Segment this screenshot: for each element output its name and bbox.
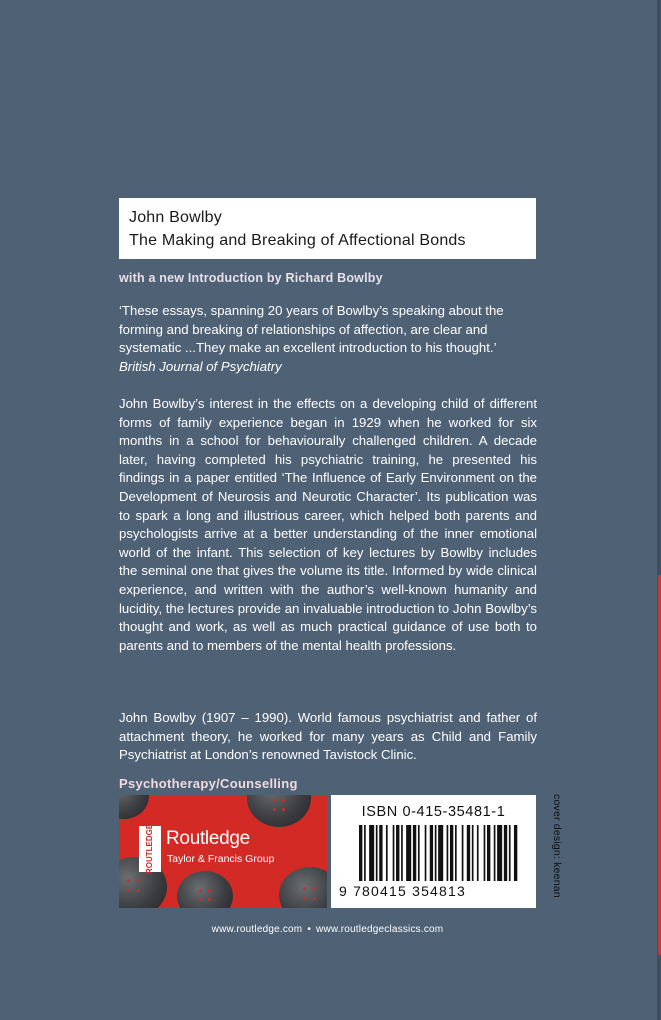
quote-text: ‘These essays, spanning 20 years of Bowlby’s speaking about the forming and breaking of relationships of affection, are clear and systematic ...They make an excellent introduction to his thought.’ xyxy=(119,303,504,356)
barcode-bar xyxy=(467,825,470,881)
barcode-bar xyxy=(376,825,378,881)
book-description: John Bowlby’s interest in the effects on a developing child of different forms of family experience began in 1929 when he worked for six months in a school for behaviourally challenged children. A decade later, having completed his psychiatric training, he presented his findings in a paper entitled ‘The Influence of Early Environment on the Development of Neurosis and Neurotic Character’. Its publication was to spark a long and illustrious career, which helped both parents and psychologists arrive at a better understanding of the inner emotional world of the infant. This selection of key lectures by Bowlby includes the seminal one that gives the volume its title. Informed by wide clinical experience, and written with the author’s well-known humanity and lucidity, the lectures provide an invaluable introduction to John Bowlby’s thought and work, as well as much practical guidance of use both to parents and to members of the mental health professions. xyxy=(119,396,537,653)
footer-urls xyxy=(0,924,655,935)
review-quote xyxy=(119,302,539,376)
title-box xyxy=(119,198,536,259)
barcode-bar xyxy=(438,825,443,881)
button-image-2 xyxy=(177,871,233,908)
barcode-icon xyxy=(359,825,519,881)
barcode-bar xyxy=(462,825,464,881)
barcode-bar xyxy=(472,825,474,881)
barcode-bar xyxy=(396,825,399,881)
barcode-bar xyxy=(455,825,457,881)
isbn-barcode-panel xyxy=(331,795,536,908)
publisher-logo-panel xyxy=(119,795,327,908)
barcode-bar xyxy=(477,825,479,881)
barcode-bar xyxy=(450,825,453,881)
author-bio: John Bowlby (1907 – 1990). World famous psychiatrist and father of attachment theory, he worked for many years as Child and Family Psychiatrist at London’s renowned Tavistock Clinic. xyxy=(119,710,537,763)
barcode-bar xyxy=(369,825,374,881)
author-name: John Bowlby xyxy=(129,209,222,226)
button-image-3 xyxy=(247,795,311,827)
barcode-bar xyxy=(386,825,388,881)
barcode-digits: 9 780415 354813 xyxy=(339,883,466,899)
barcode-bar xyxy=(364,825,366,881)
barcode-bar xyxy=(435,825,437,881)
barcode-bar xyxy=(494,825,496,881)
routledge-logo-mark: ROUTLEDGE xyxy=(139,826,161,872)
barcode-bar xyxy=(425,825,427,881)
button-image-5 xyxy=(119,795,149,819)
cover-design-credit: cover design: keenan xyxy=(551,794,563,898)
barcode-bar xyxy=(497,825,502,881)
category-label: Psychotherapy/Counselling xyxy=(119,776,298,791)
barcode-bar xyxy=(406,825,411,881)
barcode-bar xyxy=(509,825,511,881)
barcode-bar xyxy=(401,825,403,881)
barcode-bar xyxy=(418,825,420,881)
url-separator: • xyxy=(307,924,312,935)
barcode-bar xyxy=(484,825,486,881)
button-image-4 xyxy=(279,867,327,908)
barcode-bar xyxy=(413,825,416,881)
book-title: The Making and Breaking of Affectional Bonds xyxy=(129,232,466,249)
publisher-group: Taylor & Francis Group xyxy=(167,853,275,865)
quote-source: British Journal of Psychiatry xyxy=(119,358,282,374)
routledge-url[interactable]: www.routledge.com xyxy=(211,924,303,935)
barcode-bar xyxy=(514,825,517,881)
barcode-bar xyxy=(379,825,382,881)
intro-line: with a new Introduction by Richard Bowlby xyxy=(119,271,383,285)
barcode-bar xyxy=(430,825,433,881)
barcode-bar xyxy=(487,825,490,881)
isbn-label: ISBN 0-415-35481-1 xyxy=(361,804,506,820)
publisher-name: Routledge xyxy=(166,828,250,849)
barcode-bar xyxy=(504,825,507,881)
barcode-bar xyxy=(359,825,362,881)
routledge-classics-url[interactable]: www.routledgeclassics.com xyxy=(316,924,444,935)
spine-edge xyxy=(657,0,661,1020)
barcode-bar xyxy=(393,825,395,881)
barcode-bar xyxy=(447,825,449,881)
